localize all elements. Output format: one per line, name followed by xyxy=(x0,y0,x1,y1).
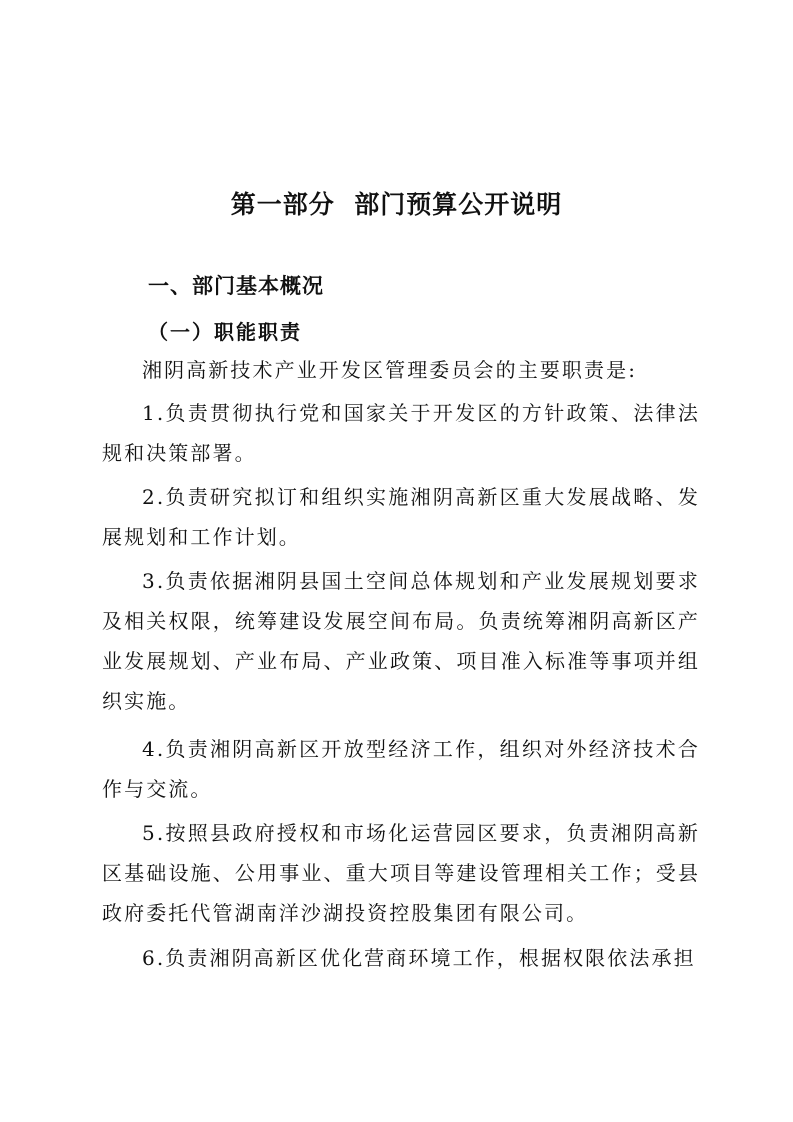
duty-paragraph-1: 1.负责贯彻执行党和国家关于开发区的方针政策、法律法规和决策部署。 xyxy=(102,401,700,465)
intro-paragraph: 湘阴高新技术产业开发区管理委员会的主要职责是: xyxy=(142,358,638,382)
duty-paragraph-5: 5.按照县政府授权和市场化运营园区要求，负责湘阴高新区基础设施、公用事业、重大项目等建设管理相关工作；受县政府委托代管湖南洋沙湖投资控股集团有限公司。 xyxy=(102,821,700,925)
section-heading: 一、部门基本概况 xyxy=(148,274,324,298)
duty-paragraph-6: 6.负责湘阴高新区优化营商环境工作，根据权限依法承担 xyxy=(142,946,696,970)
duty-paragraph-4: 4.负责湘阴高新区开放型经济工作，组织对外经济技术合作与交流。 xyxy=(102,737,700,801)
document-title: 第一部分 部门预算公开说明 xyxy=(230,190,563,219)
subsection-heading: （一）职能职责 xyxy=(148,320,302,344)
duty-paragraph-3: 3.负责依据湘阴县国土空间总体规划和产业发展规划要求及相关权限，统筹建设发展空间布局。负责统筹湘阴高新区产业发展规划、产业布局、产业政策、项目准入标准等事项并组织实施。 xyxy=(102,569,700,713)
duty-paragraph-2: 2.负责研究拟订和组织实施湘阴高新区重大发展战略、发展规划和工作计划。 xyxy=(102,485,700,549)
